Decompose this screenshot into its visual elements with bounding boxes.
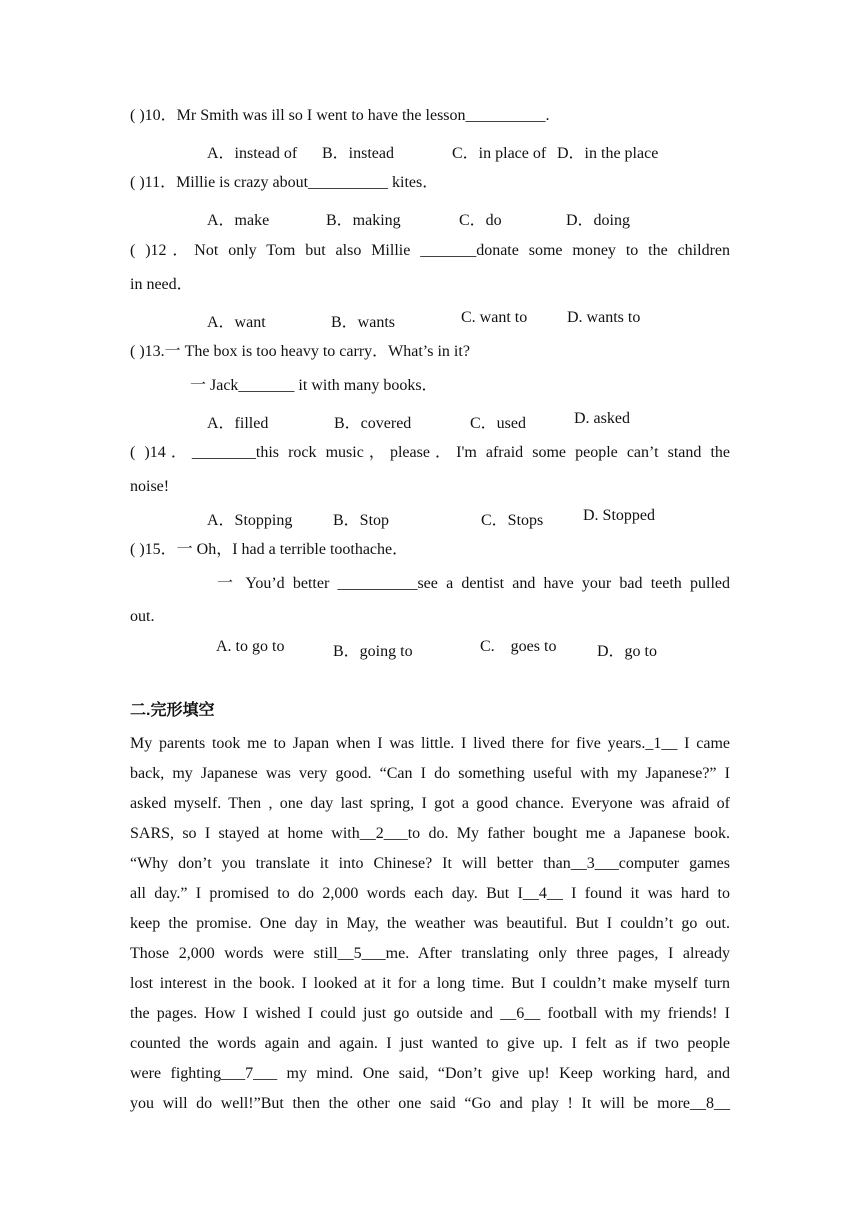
passage-line: the pages. How I wished I could just go outside and __6__ football with my friends! I: [130, 1005, 730, 1022]
question-12-option-d: D. wants to: [567, 309, 641, 326]
question-11-option-c: C．do: [459, 212, 502, 229]
passage-line: back, my Japanese was very good. “Can I do something useful with my Japanese?” I: [130, 765, 730, 782]
question-11-option-a: A．make: [207, 212, 270, 229]
passage-line: were fighting___7___ my mind. One said, “Don’t give up! Keep working hard, and: [130, 1065, 730, 1082]
question-10-stem: ( )10．Mr Smith was ill so I went to have the lesson__________.: [130, 107, 550, 124]
passage-line: all day.” I promised to do 2,000 words each day. But I__4__ I found it was hard to: [130, 885, 730, 902]
passage-line: counted the words again and again. I just wanted to give up. I felt as if two people: [130, 1035, 730, 1052]
question-11-option-d: D．doing: [566, 212, 631, 229]
question-15-reply-line1: 一 You’d better __________see a dentist and have your bad teeth pulled: [217, 575, 730, 592]
question-14-option-c: C．Stops: [481, 512, 544, 529]
question-14-option-b: B．Stop: [333, 512, 390, 529]
question-10-option-c: C．in place of: [452, 145, 547, 162]
question-13-option-b: B．covered: [334, 415, 412, 432]
passage-line: lost interest in the book. I looked at it for a long time. But I couldn’t make myself turn: [130, 975, 730, 992]
question-15-option-a: A. to go to: [216, 638, 285, 655]
question-13-stem: ( )13.一 The box is too heavy to carry．What’s in it?: [130, 343, 470, 360]
passage-line: Those 2,000 words were still__5___me. After translating only three pages, I already: [130, 945, 730, 962]
passage-line: SARS, so I stayed at home with__2___to do. My father bought me a Japanese book.: [130, 825, 730, 842]
question-13-option-c: C．used: [470, 415, 527, 432]
question-11-option-b: B．making: [326, 212, 401, 229]
question-14-stem-line2: noise!: [130, 478, 170, 495]
question-13-reply: 一 Jack_______ it with many books．: [190, 377, 438, 394]
question-14-option-d: D. Stopped: [583, 507, 655, 524]
question-10-option-a: A．instead of: [207, 145, 298, 162]
passage-line: keep the promise. One day in May, the weather was beautiful. But I couldn’t go out.: [130, 915, 730, 932]
question-10-option-d: D．in the place: [557, 145, 659, 162]
question-10-option-b: B．instead: [322, 145, 394, 162]
question-15-stem: ( )15．一 Oh，I had a terrible toothache．: [130, 541, 409, 558]
question-15-option-d: D．go to: [597, 643, 658, 660]
question-12-stem-line2: in need．: [130, 276, 193, 293]
question-11-stem: ( )11．Millie is crazy about__________ kites．: [130, 174, 439, 191]
question-12-stem-line1: ( )12．Not only Tom but also Millie _______donate some money to the children: [130, 242, 730, 259]
question-13-option-d: D. asked: [574, 410, 630, 427]
question-15-option-b: B．going to: [333, 643, 413, 660]
question-12-option-b: B．wants: [331, 314, 396, 331]
question-15-option-c: C. goes to: [480, 638, 557, 655]
section-heading: 二.完形填空: [130, 702, 215, 719]
passage-line: asked myself. Then , one day last spring, I got a good chance. Everyone was afraid of: [130, 795, 730, 812]
passage-line: “Why don’t you translate it into Chinese? It will better than__3___computer games: [130, 855, 730, 872]
question-14-option-a: A．Stopping: [207, 512, 293, 529]
passage-line: you will do well!”But then the other one said “Go and play ! It will be more__8__: [130, 1095, 730, 1112]
question-12-option-c: C. want to: [461, 309, 528, 326]
question-14-stem-line1: ( )14．________this rock music，please．I'm afraid some people can’t stand the: [130, 444, 730, 461]
passage-line: My parents took me to Japan when I was little. I lived there for five years._1__ I came: [130, 735, 730, 752]
question-12-option-a: A．want: [207, 314, 266, 331]
question-13-option-a: A．filled: [207, 415, 269, 432]
question-15-reply-line2: out.: [130, 608, 155, 625]
